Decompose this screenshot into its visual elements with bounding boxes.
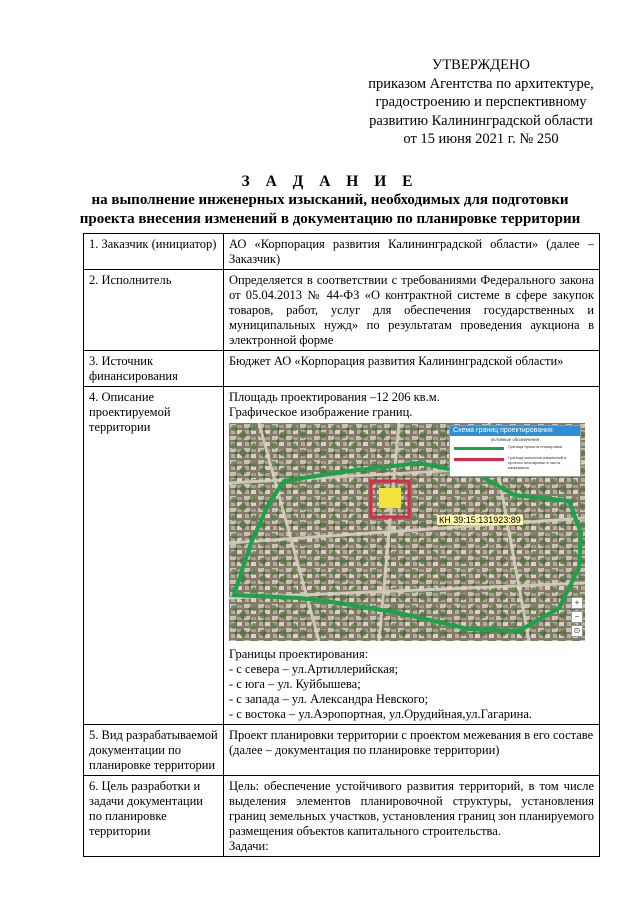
legend-subtitle: условные обозначения xyxy=(490,437,540,442)
document-title xyxy=(40,172,620,229)
approval-line: приказом Агентства по архитектуре, xyxy=(368,75,594,92)
zoom-in-button[interactable]: + xyxy=(571,597,583,609)
row-label: 3. Источник финансирования xyxy=(84,351,224,387)
graphic-text: Графическое изображение границ. xyxy=(229,405,413,419)
table-row xyxy=(84,270,600,351)
row-label: 1. Заказчик (инициатор) xyxy=(84,234,224,270)
table-row xyxy=(84,725,600,776)
table-row xyxy=(84,387,600,725)
area-text: Площадь проектирования –12 206 кв.м. xyxy=(229,390,440,404)
tasks-text: Задачи: xyxy=(229,839,269,853)
compass-icon[interactable]: ⊙ xyxy=(571,625,583,637)
task-table xyxy=(83,233,600,857)
map-legend xyxy=(449,425,581,477)
row-value: Бюджет АО «Корпорация развития Калининградской области» xyxy=(224,351,600,387)
legend-item-label: Граница проекта планировки xyxy=(508,444,562,449)
row-label: 6. Цель разработки и задачи документации по планировке территории xyxy=(84,776,224,857)
row-label: 2. Исполнитель xyxy=(84,270,224,351)
legend-row xyxy=(450,454,580,470)
approval-line: от 15 июня 2021 г. № 250 xyxy=(403,131,559,147)
title-line: на выполнение инженерных изысканий, необходимых для подготовки xyxy=(91,192,569,208)
row-value: Определяется в соответствии с требованиями Федерального закона от 05.04.2013 № 44-ФЗ «О контрактной системе в сфере закупок товаров, работ, услуг для обеспечения государственных и муниципальных нужд» по результатам проведения аукциона в электронной форме xyxy=(224,270,600,351)
boundary-map[interactable] xyxy=(229,423,585,641)
row-label: 4. Описание проектируемой территории xyxy=(84,387,224,725)
bound-south: - с юга – ул. Куйбышева; xyxy=(229,677,361,691)
table-row xyxy=(84,234,600,270)
title-line: проекта внесения изменений в документацию по планировке территории xyxy=(79,211,581,227)
approval-line: развитию Калининградской области xyxy=(369,112,593,129)
row-label: 5. Вид разрабатываемой документации по планировке территории xyxy=(84,725,224,776)
legend-item-label: Граница внесения изменений в проекта планировки в части межевания xyxy=(508,455,567,470)
bound-north: - с севера – ул.Артиллерийская; xyxy=(229,662,399,676)
title-heading: З А Д А Н И Е xyxy=(241,173,419,190)
zoom-out-button[interactable]: − xyxy=(571,611,583,623)
legend-row xyxy=(450,443,580,454)
bounds-title: Границы проектирования: xyxy=(229,647,369,661)
parcel-building xyxy=(379,488,401,508)
row-value: АО «Корпорация развития Калининградской области» (далее – Заказчик) xyxy=(224,234,600,270)
goal-text: Цель: обеспечение устойчивого развития территорий, в том числе выделения элементов планировочной структуры, установления границ земельных участков, установления границ зон планируемого размещения объектов капитального строительства. xyxy=(229,779,594,838)
approval-stamp xyxy=(352,56,610,149)
approval-line: градостроению и перспективному xyxy=(375,94,587,110)
bound-east: - с востока – ул.Аэропортная, ул.Орудийная,ул.Гагарина. xyxy=(229,707,533,721)
bound-west: - с запада – ул. Александра Невского; xyxy=(229,692,429,706)
cadastral-label: КН 39:15:131923:89 xyxy=(439,515,521,525)
map-zoom-controls xyxy=(571,595,581,637)
table-row xyxy=(84,351,600,387)
table-row xyxy=(84,776,600,857)
legend-title: Схема границ проектирования xyxy=(450,426,580,436)
legend-swatch-boundary xyxy=(454,447,504,450)
row-value xyxy=(224,776,600,857)
row-value xyxy=(224,387,600,725)
approval-line: УТВЕРЖДЕНО xyxy=(432,57,530,73)
row-value: Проект планировки территории с проектом межевания в его составе (далее – документация по планировке территории) xyxy=(224,725,600,776)
legend-swatch-parcel xyxy=(454,458,504,461)
